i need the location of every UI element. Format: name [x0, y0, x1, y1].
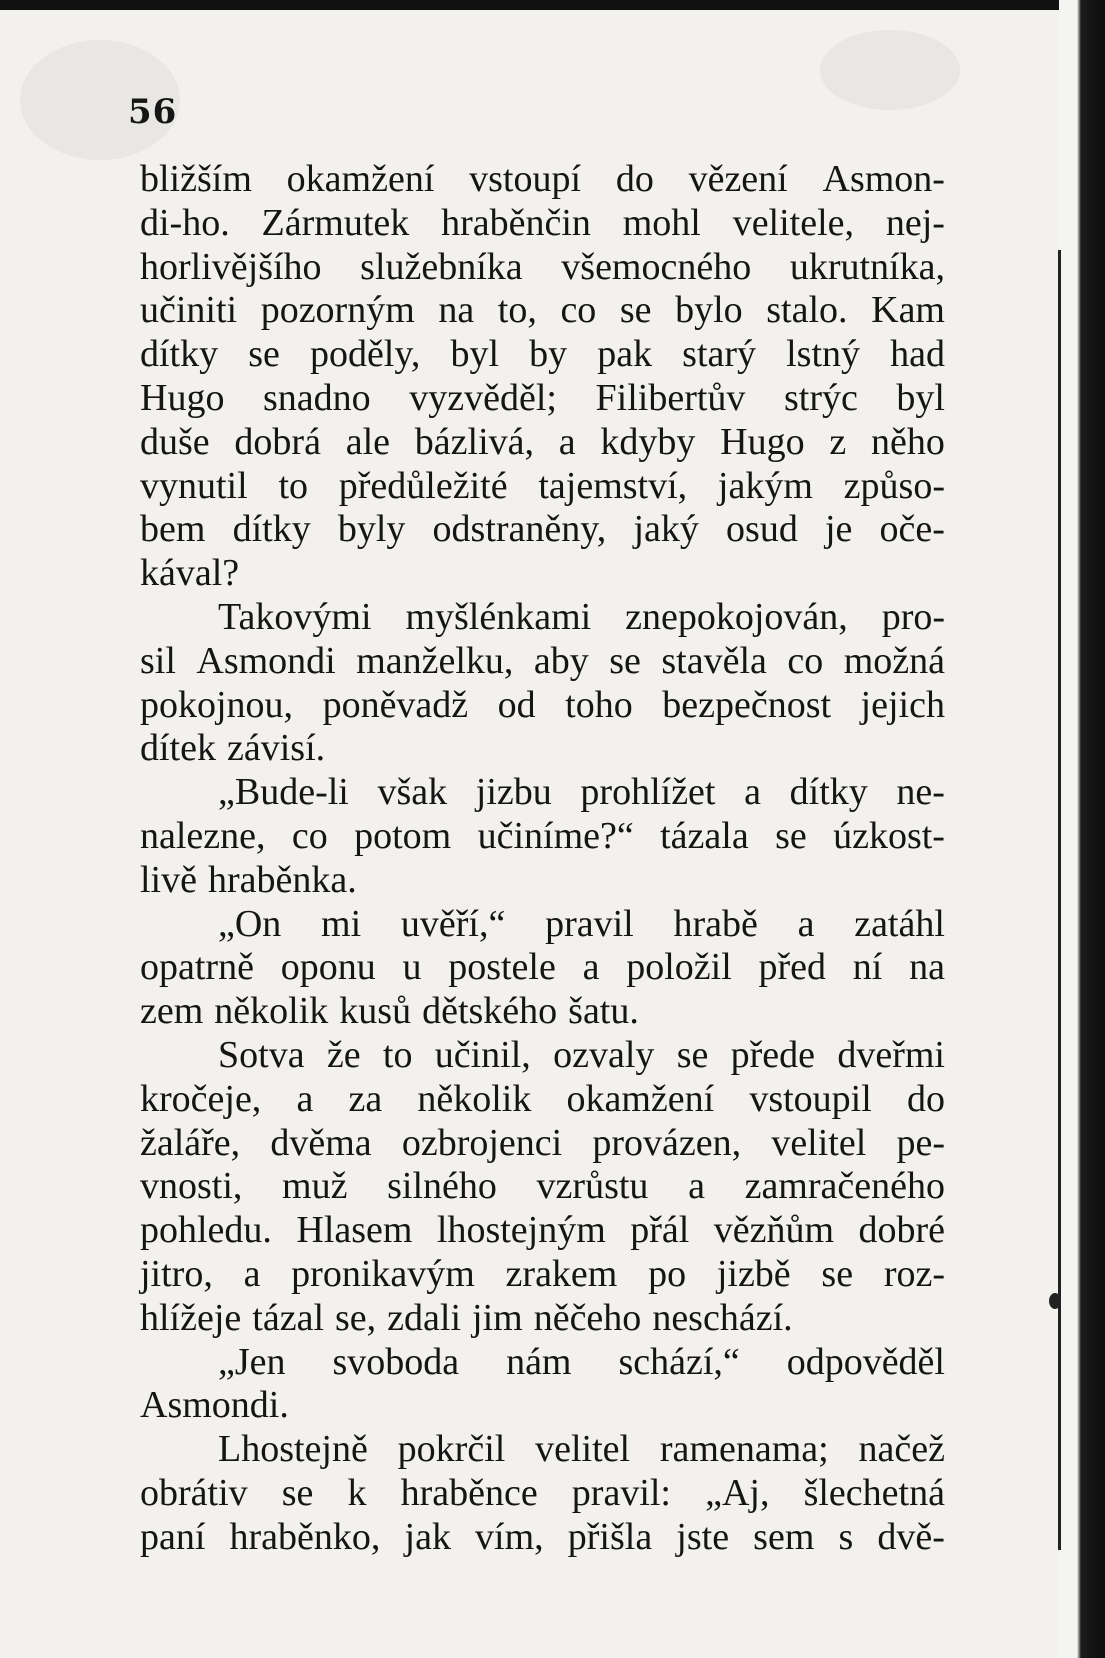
- word: stalo.: [766, 289, 848, 332]
- word: přede: [730, 1033, 816, 1076]
- text-line: [140, 508, 945, 552]
- body-text: [140, 158, 945, 1560]
- text-line: [140, 1209, 945, 1253]
- word: tázala: [660, 814, 749, 857]
- page-number: 56: [128, 92, 178, 132]
- text-line: [140, 946, 945, 990]
- word: myšlénkami: [405, 595, 592, 638]
- word: všemocného: [561, 245, 752, 288]
- word: přál: [630, 1209, 690, 1252]
- word: nej-: [885, 201, 945, 244]
- text-line: [140, 421, 945, 465]
- word: sil: [140, 639, 176, 682]
- word: „Bude-li: [218, 771, 349, 814]
- word: hraběnka.: [207, 858, 357, 901]
- word: nám: [506, 1340, 572, 1383]
- word: učiníme?“: [477, 814, 634, 857]
- text-line: [140, 1341, 945, 1385]
- word: poděly,: [309, 333, 421, 376]
- word: a: [558, 420, 576, 463]
- text-line: [140, 1428, 945, 1472]
- word: se,: [335, 1296, 377, 1339]
- word: se: [609, 639, 641, 682]
- word: to: [382, 1033, 413, 1076]
- paragraph: [140, 596, 945, 771]
- word: úzkost-: [833, 814, 945, 857]
- word: prohlížet: [580, 771, 716, 814]
- word: mi: [321, 902, 362, 945]
- text-line: [140, 1078, 945, 1122]
- word: šatu.: [568, 990, 639, 1033]
- word: ozbrojenci: [401, 1121, 563, 1164]
- text-line: [140, 1122, 945, 1166]
- word: poněvadž: [322, 683, 469, 726]
- word: to,: [497, 289, 537, 332]
- scan-top-edge: [0, 0, 1105, 10]
- text-line: [140, 333, 945, 377]
- word: a: [243, 1252, 261, 1295]
- word: možná: [843, 639, 945, 682]
- text-line: [140, 1034, 945, 1078]
- word: paní: [140, 1515, 206, 1558]
- word: dítky: [789, 771, 868, 814]
- word: had: [890, 333, 945, 376]
- word: mohl: [622, 201, 701, 244]
- text-line: [140, 552, 945, 596]
- text-line: [140, 465, 945, 509]
- word: žaláře,: [140, 1121, 241, 1164]
- word: hraběnko,: [229, 1515, 381, 1558]
- word: a: [744, 771, 761, 814]
- word: hraběnčin: [441, 201, 591, 244]
- word: starý: [682, 333, 757, 376]
- text-line: [140, 1384, 945, 1428]
- word: pak: [597, 333, 653, 376]
- text-line: [140, 158, 945, 202]
- text-line: [140, 815, 945, 859]
- word: na: [909, 946, 945, 989]
- word: pozorným: [260, 289, 415, 332]
- text-line: [140, 727, 945, 771]
- word: jste: [676, 1515, 730, 1558]
- word: odpověděl: [786, 1340, 945, 1383]
- word: ramenama;: [659, 1428, 829, 1471]
- word: je: [824, 508, 853, 551]
- text-line: [140, 903, 945, 947]
- word: Sotva: [218, 1033, 305, 1076]
- word: za: [348, 1077, 383, 1120]
- word: vyzvěděl;: [409, 376, 557, 419]
- word: vzrůstu: [536, 1165, 649, 1208]
- word: jak: [404, 1515, 451, 1558]
- text-line: [140, 771, 945, 815]
- word: Takovými: [218, 595, 372, 638]
- word: co: [291, 814, 328, 857]
- word: jejich: [860, 683, 945, 726]
- word: kdyby: [600, 420, 696, 463]
- word: služebníka: [360, 245, 523, 288]
- word: ale: [345, 420, 391, 463]
- binding-gutter-mark: [1049, 1293, 1061, 1309]
- word: hlížeje: [140, 1296, 242, 1339]
- word: lstný: [786, 333, 861, 376]
- word: vynutil: [140, 464, 248, 507]
- text-line: [140, 1472, 945, 1516]
- word: ukrutníka,: [789, 245, 945, 288]
- word: toho: [565, 683, 633, 726]
- word: sem: [753, 1515, 815, 1558]
- word: vnosti,: [140, 1165, 243, 1208]
- word: postele: [448, 946, 556, 989]
- word: zdali: [387, 1296, 462, 1339]
- word: se: [248, 333, 280, 376]
- word: silného: [387, 1165, 497, 1208]
- binding-gutter-line: [1058, 250, 1061, 1550]
- word: lhostejným: [436, 1209, 606, 1252]
- word: to: [278, 464, 309, 507]
- word: ozvaly: [553, 1033, 655, 1076]
- word: Kam: [871, 289, 945, 332]
- word: byl: [450, 333, 500, 376]
- word: neschází.: [652, 1296, 793, 1339]
- word: tázal: [252, 1296, 324, 1339]
- word: tajemství,: [538, 464, 688, 507]
- word: ní: [852, 946, 883, 989]
- word: provázen,: [592, 1121, 742, 1164]
- word: se: [821, 1252, 854, 1295]
- word: duše: [140, 420, 210, 463]
- word: „Jen: [218, 1340, 286, 1383]
- word: Zármutek: [261, 201, 410, 244]
- word: pe-: [896, 1121, 945, 1164]
- word: zamračeného: [744, 1165, 945, 1208]
- word: pravil: [545, 902, 634, 945]
- word: dveřmi: [837, 1033, 945, 1076]
- word: oče-: [879, 508, 945, 551]
- paragraph: [140, 1428, 945, 1559]
- word: bem: [140, 508, 206, 551]
- word: jakým: [717, 464, 813, 507]
- word: a: [688, 1165, 705, 1208]
- word: několik: [214, 990, 329, 1033]
- paragraph: [140, 1034, 945, 1341]
- word: co: [560, 289, 597, 332]
- word: Hugo: [720, 420, 805, 463]
- word: a: [797, 902, 815, 945]
- word: vím,: [475, 1515, 544, 1558]
- paragraph: [140, 771, 945, 902]
- word: dětského: [422, 990, 558, 1033]
- word: jim: [472, 1296, 523, 1339]
- word: Asmon-: [822, 158, 945, 200]
- paragraph: [140, 903, 945, 1034]
- word: několik: [417, 1077, 532, 1120]
- word: pravil:: [571, 1471, 671, 1514]
- word: opatrně: [140, 946, 254, 989]
- text-line: [140, 596, 945, 640]
- word: a: [582, 946, 600, 989]
- word: způso-: [843, 464, 945, 507]
- word: něčeho: [533, 1296, 642, 1339]
- word: položil: [626, 946, 732, 989]
- word: něho: [871, 420, 945, 463]
- word: potom: [354, 814, 452, 857]
- word: pronikavým: [291, 1252, 475, 1295]
- word: po: [648, 1252, 687, 1295]
- word: pokojnou,: [140, 683, 294, 726]
- text-line: [140, 246, 945, 290]
- word: horlivějšího: [140, 245, 322, 288]
- word: závisí.: [226, 727, 326, 770]
- word: vstoupí: [469, 158, 582, 200]
- word: muž: [282, 1165, 348, 1208]
- word: nalezne,: [140, 814, 266, 857]
- word: učiniti: [140, 289, 238, 332]
- word: dobré: [858, 1209, 945, 1252]
- word: uvěří,“: [400, 902, 506, 945]
- word: dvěma: [270, 1121, 372, 1164]
- word: by: [529, 333, 568, 376]
- word: učinil,: [434, 1033, 531, 1076]
- word: dítky: [232, 508, 311, 551]
- word: „On: [218, 902, 282, 945]
- word: bylo: [675, 289, 743, 332]
- paper-stain: [820, 30, 960, 110]
- word: Asmondi: [196, 639, 336, 682]
- word: načež: [858, 1428, 945, 1471]
- word: z: [829, 420, 847, 463]
- text-line: [140, 1297, 945, 1341]
- word: snadno: [263, 376, 371, 419]
- word: zem: [140, 990, 204, 1033]
- word: di-ho.: [140, 201, 230, 244]
- word: manželku,: [356, 639, 514, 682]
- word: k: [347, 1471, 367, 1514]
- text-line: [140, 289, 945, 333]
- word: jaký: [633, 508, 699, 551]
- word: svoboda: [332, 1340, 460, 1383]
- word: do: [906, 1077, 945, 1120]
- word: před: [758, 946, 827, 989]
- word: Asmondi.: [140, 1384, 289, 1427]
- word: byly: [337, 508, 406, 551]
- paragraph: [140, 1341, 945, 1429]
- word: kával?: [140, 552, 240, 595]
- word: strýc: [783, 376, 858, 419]
- word: kusů: [339, 990, 412, 1033]
- text-line: [140, 859, 945, 903]
- word: vězení: [688, 158, 788, 200]
- word: okamžení: [566, 1077, 715, 1120]
- text-line: [140, 202, 945, 246]
- word: velitel: [771, 1121, 867, 1164]
- word: obrátiv: [140, 1471, 248, 1514]
- word: dítek: [140, 727, 216, 770]
- text-line: [140, 1516, 945, 1560]
- word: bázlivá,: [414, 420, 534, 463]
- word: se: [281, 1471, 314, 1514]
- word: na: [438, 289, 475, 332]
- word: schází,“: [618, 1340, 740, 1383]
- word: roz-: [883, 1252, 945, 1295]
- word: pokrčil: [397, 1428, 506, 1471]
- word: od: [497, 683, 536, 726]
- word: u: [402, 946, 422, 989]
- word: že: [326, 1033, 361, 1076]
- word: předůležité: [338, 464, 508, 507]
- word: bližším: [140, 158, 252, 200]
- word: Hugo: [140, 376, 225, 419]
- word: jizbu: [475, 771, 552, 814]
- word: ne-: [896, 771, 945, 814]
- word: dítky: [140, 333, 219, 376]
- word: hrabě: [673, 902, 758, 945]
- word: pro-: [881, 595, 945, 638]
- word: však: [377, 771, 448, 814]
- word: jitro,: [140, 1252, 213, 1295]
- word: dobrá: [234, 420, 321, 463]
- word: oponu: [280, 946, 376, 989]
- word: livě: [140, 858, 197, 901]
- word: osud: [726, 508, 798, 551]
- word: se: [676, 1033, 709, 1076]
- text-line: [140, 640, 945, 684]
- text-line: [140, 377, 945, 421]
- word: se: [775, 814, 807, 857]
- word: Hlasem: [296, 1209, 413, 1252]
- word: „Aj,: [705, 1471, 770, 1514]
- word: se: [619, 289, 652, 332]
- word: vězňům: [713, 1209, 835, 1252]
- word: dvě-: [877, 1515, 945, 1558]
- paragraph: [140, 158, 945, 596]
- word: a: [296, 1077, 314, 1120]
- word: hraběnce: [400, 1471, 538, 1514]
- word: kročeje,: [140, 1077, 262, 1120]
- text-line: [140, 1253, 945, 1297]
- word: aby: [533, 639, 589, 682]
- word: okamžení: [286, 158, 435, 200]
- word: Filibertův: [595, 376, 746, 419]
- word: znepokojován,: [625, 595, 848, 638]
- word: velitel: [535, 1428, 631, 1471]
- text-line: [140, 684, 945, 728]
- word: byl: [896, 376, 945, 419]
- word: jizbě: [716, 1252, 791, 1295]
- word: stavěla: [661, 639, 767, 682]
- word: Lhostejně: [218, 1428, 368, 1471]
- text-line: [140, 1165, 945, 1209]
- word: bezpečnost: [662, 683, 832, 726]
- word: odstraněny,: [432, 508, 607, 551]
- word: přišla: [567, 1515, 653, 1558]
- word: pohledu.: [140, 1209, 272, 1252]
- text-line: [140, 990, 945, 1034]
- word: s: [838, 1515, 854, 1558]
- word: šlechetná: [803, 1471, 945, 1514]
- word: vstoupil: [749, 1077, 872, 1120]
- word: do: [615, 158, 654, 200]
- word: velitele,: [732, 201, 855, 244]
- word: co: [787, 639, 824, 682]
- word: zrakem: [505, 1252, 618, 1295]
- word: zatáhl: [854, 902, 945, 945]
- scan-right-edge: [1059, 0, 1105, 1658]
